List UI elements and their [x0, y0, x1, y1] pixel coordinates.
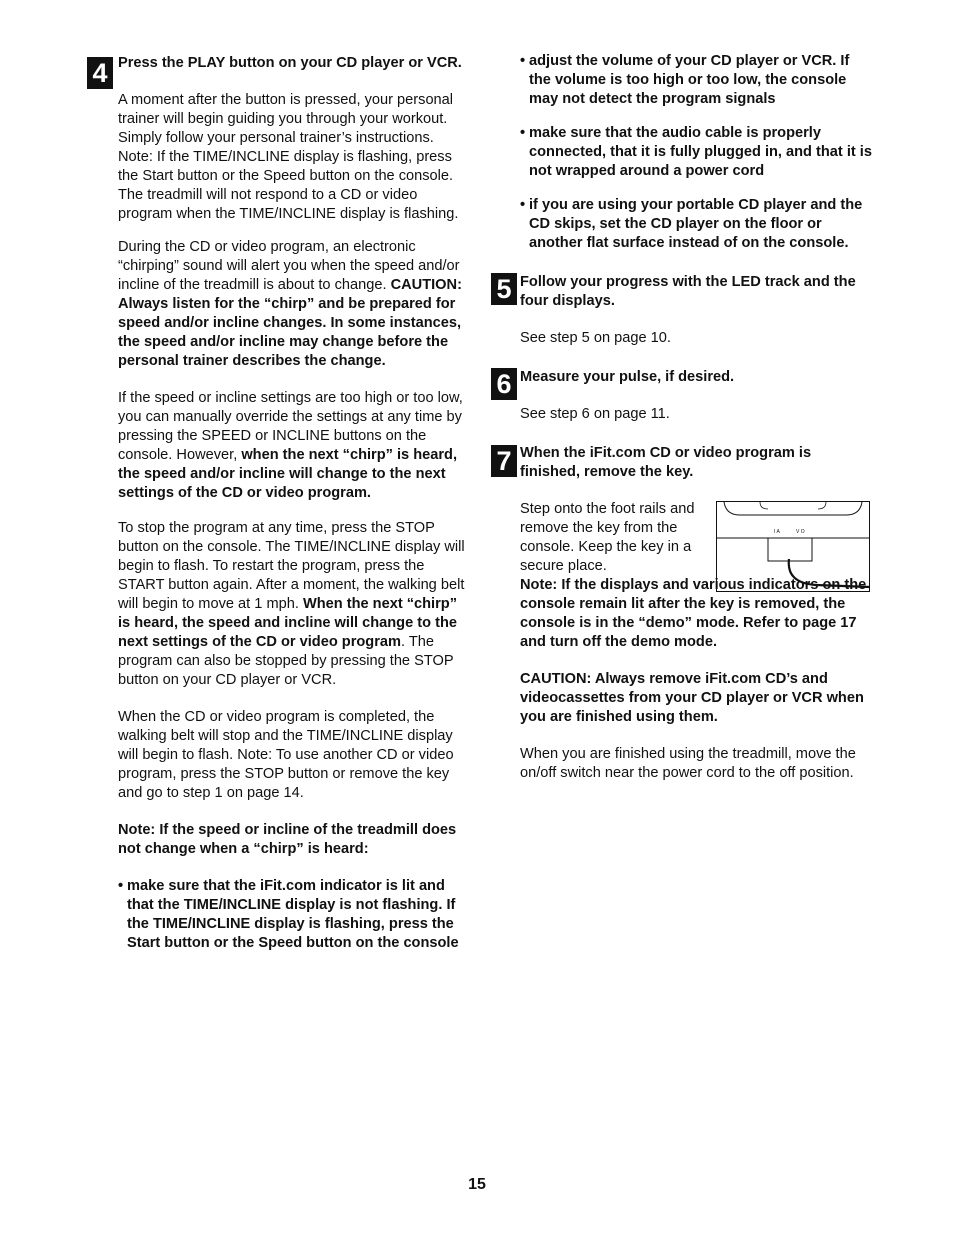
console-key-illustration: [716, 501, 870, 592]
step-6-number: 6: [491, 368, 517, 400]
step-5-text: See step 5 on page 10.: [520, 330, 671, 346]
step-7-caution: CAUTION: Always remove iFit.com CD’s and videocassettes from your CD player or VCR when you are finished using them.: [520, 671, 864, 725]
troubleshoot-bullet-1: • make sure that the iFit.com indicator is lit and that the TIME/INCLINE display is not flashing. If the TIME/INCLINE display is flashing, press the Start button or the Speed button on the console: [118, 878, 459, 951]
troubleshoot-bullet-3: • make sure that the audio cable is properly connected, that it is fully plugged in, and that it is not wrapped around a power cord: [520, 125, 872, 179]
illustration-label-2: V O: [796, 529, 805, 535]
step-7-final-text: When you are finished using the treadmill, move the on/off switch near the power cord to the off position.: [520, 746, 856, 781]
step-4-paragraph-1: A moment after the button is pressed, your personal trainer will begin guiding you through your workout. Simply follow your personal trainer’s instructions. Note: If the TIME/INCLINE display is flashing, press the Start button or the Speed button on the console. The treadmill will not respond to a CD or video program when the TIME/INCLINE display is flashing.: [118, 92, 459, 222]
troubleshoot-bullet-4: • if you are using your portable CD player and the CD skips, set the CD player on the floor or another flat surface instead of on the console.: [520, 197, 863, 251]
step-7-text: Step onto the foot rails and remove the key from the console. Keep the key in a secure place.: [520, 501, 695, 574]
page-number: 15: [468, 1176, 486, 1193]
step-5-heading: Follow your progress with the LED track and the four displays.: [520, 274, 856, 309]
step-6-text: See step 6 on page 11.: [520, 406, 670, 422]
step-4-paragraph-3: If the speed or incline settings are too high or too low, you can manually override the settings at any time by pressing the SPEED or INCLINE buttons on the console. However, when the next “chirp” is heard, the speed and/or incline will change to the next settings of the CD or video program.: [118, 390, 463, 501]
step-7-number: 7: [491, 445, 517, 477]
step-4-paragraph-2: During the CD or video program, an electronic “chirping” sound will alert you when the speed and/or incline of the treadmill is about to change. CAUTION: Always listen for the “chirp” and be prepared for speed and/or incline changes. In some instances, the speed and/or incline may change before the personal trainer describes the change.: [118, 239, 462, 369]
step-7-note: Note: If the displays and various indicators on the console remain lit after the key is removed, the console is in the “demo” mode. Refer to page 17 and turn off the demo mode.: [520, 577, 867, 650]
illustration-label-1: I A: [774, 529, 780, 535]
troubleshoot-bullet-2: • adjust the volume of your CD player or VCR. If the volume is too high or too low, the console may not detect the program signals: [520, 53, 850, 107]
step-4-paragraph-5: When the CD or video program is completed, the walking belt will stop and the TIME/INCLINE display will begin to flash. Note: To use another CD or video program, press the STOP button or remove the key and go to step 1 on page 14.: [118, 709, 454, 801]
step-4-number: 4: [87, 57, 113, 89]
step-5-number: 5: [491, 273, 517, 305]
key-slot: [768, 538, 812, 561]
console-top-edge: [724, 502, 862, 515]
right-column: [520, 52, 872, 783]
key-cord: [789, 559, 870, 587]
left-column: [118, 54, 468, 953]
step-6-heading: Measure your pulse, if desired.: [520, 369, 735, 385]
step-7-heading: When the iFit.com CD or video program is finished, remove the key.: [520, 445, 812, 480]
step-4-heading: Press the PLAY button on your CD player or VCR.: [118, 55, 462, 71]
step-4-note: Note: If the speed or incline of the treadmill does not change when a “chirp” is heard:: [118, 822, 457, 857]
step-4-paragraph-4: To stop the program at any time, press the STOP button on the console. The TIME/INCLINE display will begin to flash. To restart the program, press the START button again. After a moment, the walking belt will begin to move at 1 mph. When the next “chirp” is heard, the speed and incline will change to the next settings of the CD or video program. The program can also be stopped by pressing the STOP button on your CD player or VCR.: [118, 520, 465, 688]
